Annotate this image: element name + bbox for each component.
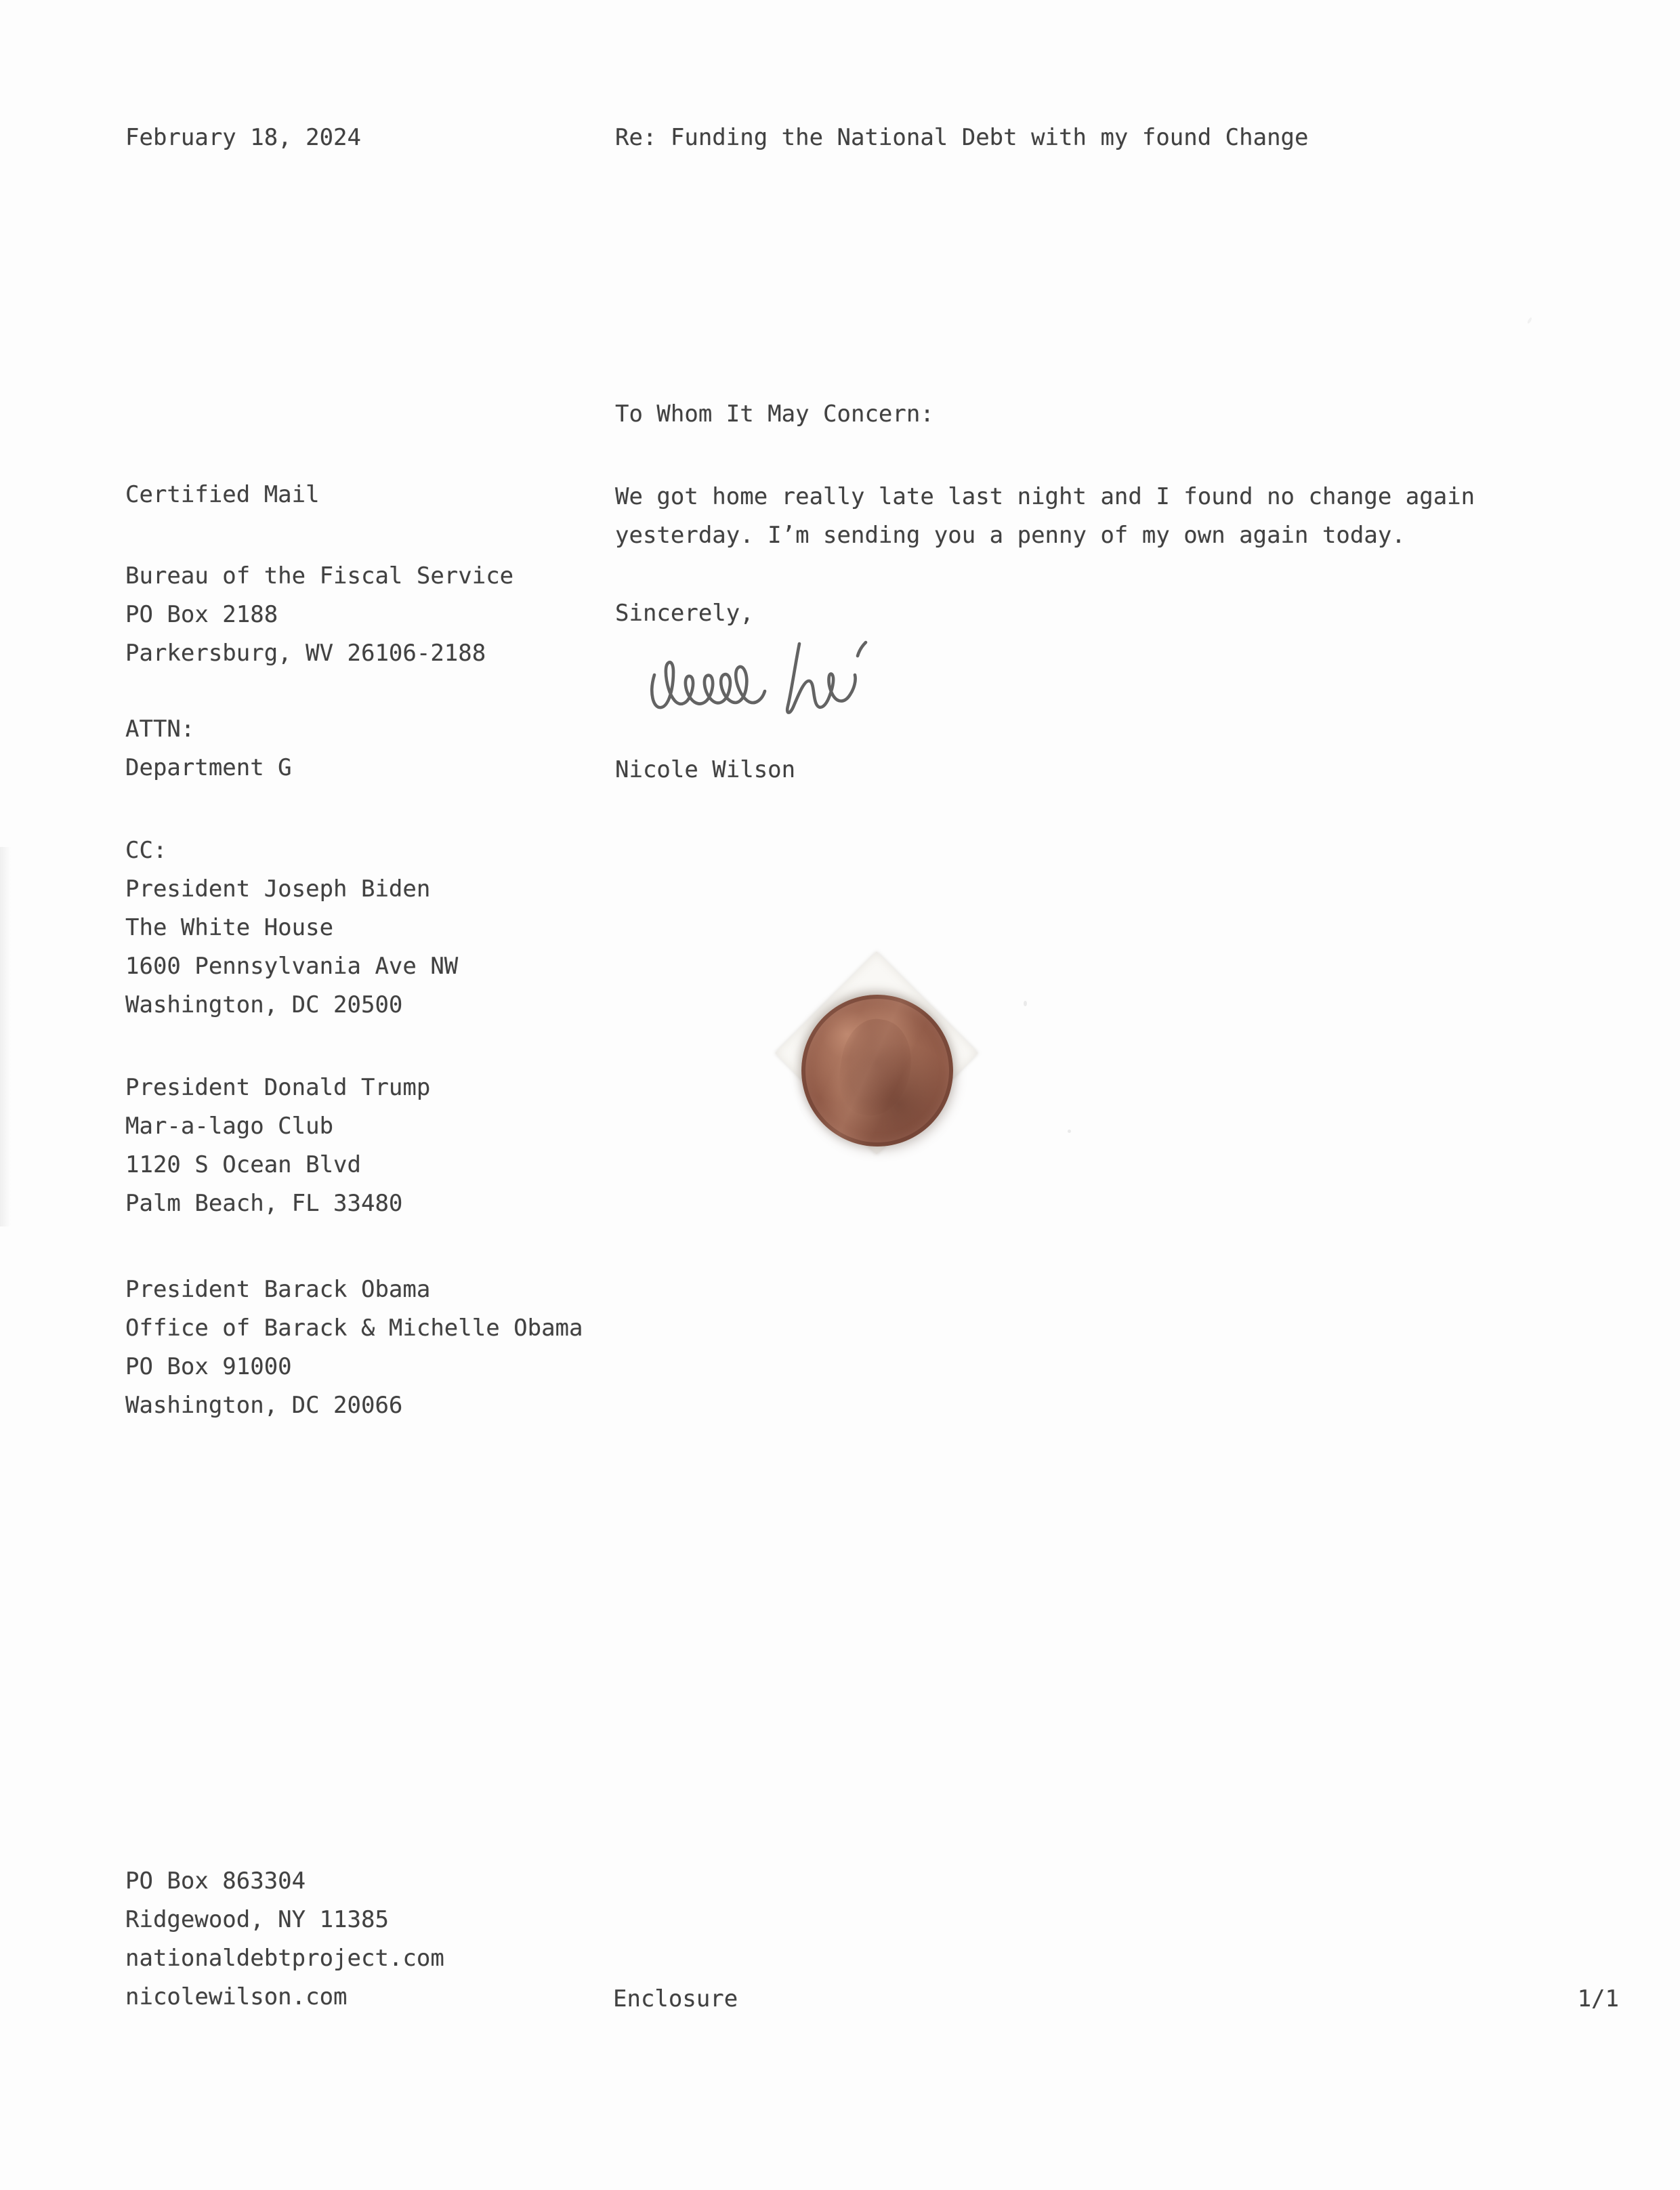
- cc-address-line: Mar-a-lago Club: [125, 1113, 334, 1140]
- attn-department: Department G: [125, 754, 292, 781]
- signature-stroke: [787, 644, 855, 713]
- sender-line: nicolewilson.com: [125, 1983, 348, 2010]
- recipient-address-line: Bureau of the Fiscal Service: [125, 562, 514, 590]
- cc-block-trump: [125, 1069, 430, 1223]
- sender-address: [125, 1862, 444, 2017]
- cc-address-line: Office of Barack & Michelle Obama: [125, 1315, 583, 1342]
- body-line: yesterday. I’m sending you a penny of my own again today.: [615, 522, 1406, 549]
- letter-body: [615, 478, 1475, 555]
- scan-speck: [1068, 1130, 1071, 1133]
- cc-address-line: Washington, DC 20066: [125, 1392, 403, 1419]
- salutation: To Whom It May Concern:: [615, 400, 934, 428]
- cc-block-obama: [125, 1270, 583, 1425]
- page-number: 1/1: [1577, 1985, 1619, 2012]
- signature-stroke: [652, 662, 765, 707]
- attn-label: ATTN:: [125, 716, 195, 743]
- enclosure-note: Enclosure: [613, 1985, 738, 2012]
- cc-address-line: PO Box 91000: [125, 1353, 292, 1380]
- attn-block: [125, 710, 292, 787]
- letter-date: February 18, 2024: [125, 124, 361, 151]
- signature-image: [642, 629, 900, 734]
- closing: Sincerely,: [615, 600, 754, 627]
- sender-line: nationaldebtproject.com: [125, 1945, 444, 1972]
- sender-line: PO Box 863304: [125, 1867, 306, 1895]
- cc-address-line: President Donald Trump: [125, 1074, 431, 1101]
- recipient-address: [125, 557, 513, 673]
- signature-printed-name: Nicole Wilson: [615, 756, 796, 783]
- cc-address-line: Palm Beach, FL 33480: [125, 1190, 403, 1217]
- recipient-address-line: PO Box 2188: [125, 601, 278, 628]
- cc-label: CC:: [125, 837, 167, 864]
- body-line: We got home really late last night and I found no change again: [615, 483, 1475, 510]
- cc-address-line: President Joseph Biden: [125, 875, 431, 903]
- letter-subject-line: Re: Funding the National Debt with my found Change: [615, 124, 1309, 151]
- scan-speck: [1527, 317, 1532, 325]
- cc-address-line: President Barack Obama: [125, 1276, 431, 1303]
- cc-address-line: Washington, DC 20500: [125, 991, 403, 1018]
- scan-edge-smudge: [0, 847, 11, 1226]
- cc-address-line: 1120 S Ocean Blvd: [125, 1151, 361, 1178]
- recipient-address-line: Parkersburg, WV 26106-2188: [125, 640, 486, 667]
- penny-coin-image: [801, 995, 953, 1146]
- scan-speck: [1024, 1001, 1027, 1006]
- cc-address-line: 1600 Pennsylvania Ave NW: [125, 953, 459, 980]
- cc-address-line: The White House: [125, 914, 334, 941]
- sender-line: Ridgewood, NY 11385: [125, 1906, 389, 1933]
- signature-stroke: [858, 642, 866, 656]
- delivery-method: Certified Mail: [125, 481, 320, 508]
- cc-block-biden: [125, 831, 458, 1025]
